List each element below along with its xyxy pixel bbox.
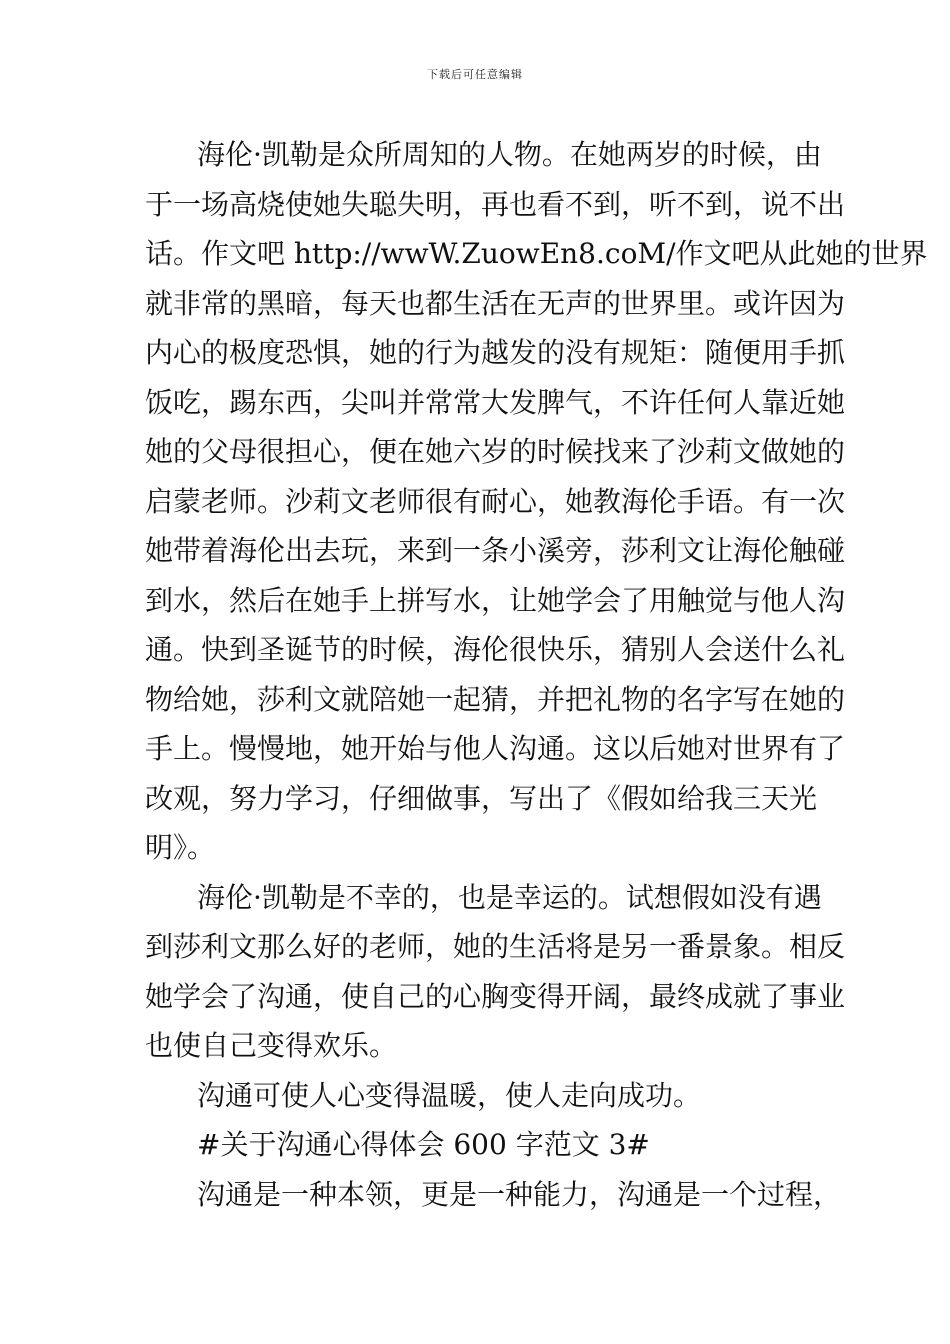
body-line: 物给她，莎利文就陪她一起猜，并把礼物的名字写在她的 [145,682,846,716]
page-header: 下载后可任意编辑 [427,68,523,81]
body-line: 明》。 [145,831,216,864]
body-line: 海伦·凯勒是众所周知的人物。在她两岁的时候，由 [197,138,822,171]
body-line: 到莎利文那么好的老师，她的生活将是另一番景象。相反 [145,930,846,963]
body-line: 于一场高烧使她失聪失明，再也看不到，听不到，说不出 [145,187,846,221]
body-line: 通。快到圣诞节的时候，海伦很快乐，猜别人会送什么礼 [145,633,846,666]
body-line: 她的父母很担心，便在她六岁的时候找来了沙莉文做她的 [145,435,846,468]
body-line: 到水，然后在她手上拼写水，让她学会了用触觉与他人沟 [145,583,846,617]
document-body [145,130,928,1219]
body-line: 她带着海伦出去玩，来到一条小溪旁，莎利文让海伦触碰 [145,534,846,567]
body-line: 改观，努力学习，仔细做事，写出了《假如给我三天光 [145,781,818,815]
body-line: 启蒙老师。沙莉文老师很有耐心，她教海伦手语。有一次 [145,484,846,518]
body-line: 就非常的黑暗，每天也都生活在无声的世界里。或许因为 [145,286,846,320]
body-line: 她学会了沟通，使自己的心胸变得开阔，最终成就了事业 [145,979,846,1013]
body-line: 手上。慢慢地，她开始与他人沟通。这以后她对世界有了 [145,732,846,765]
section-heading: #关于沟通心得体会 600 字范文 3# [197,1128,650,1161]
body-line: 沟通可使人心变得温暖，使人走向成功。 [197,1078,702,1112]
body-line: 海伦·凯勒是不幸的，也是幸运的。试想假如没有遇 [197,880,822,914]
body-line: 话。作文吧 http://wwW.ZuowEn8.coM/作文吧从此她的世界 [145,237,928,270]
body-line: 饭吃，踢东西，尖叫并常常大发脾气，不许任何人靠近她 [145,385,846,419]
body-line: 沟通是一种本领，更是一种能力，沟通是一个过程， [197,1177,842,1211]
body-line: 内心的极度恐惧，她的行为越发的没有规矩：随便用手抓 [145,336,846,369]
body-line: 也使自己变得欢乐。 [145,1029,398,1062]
